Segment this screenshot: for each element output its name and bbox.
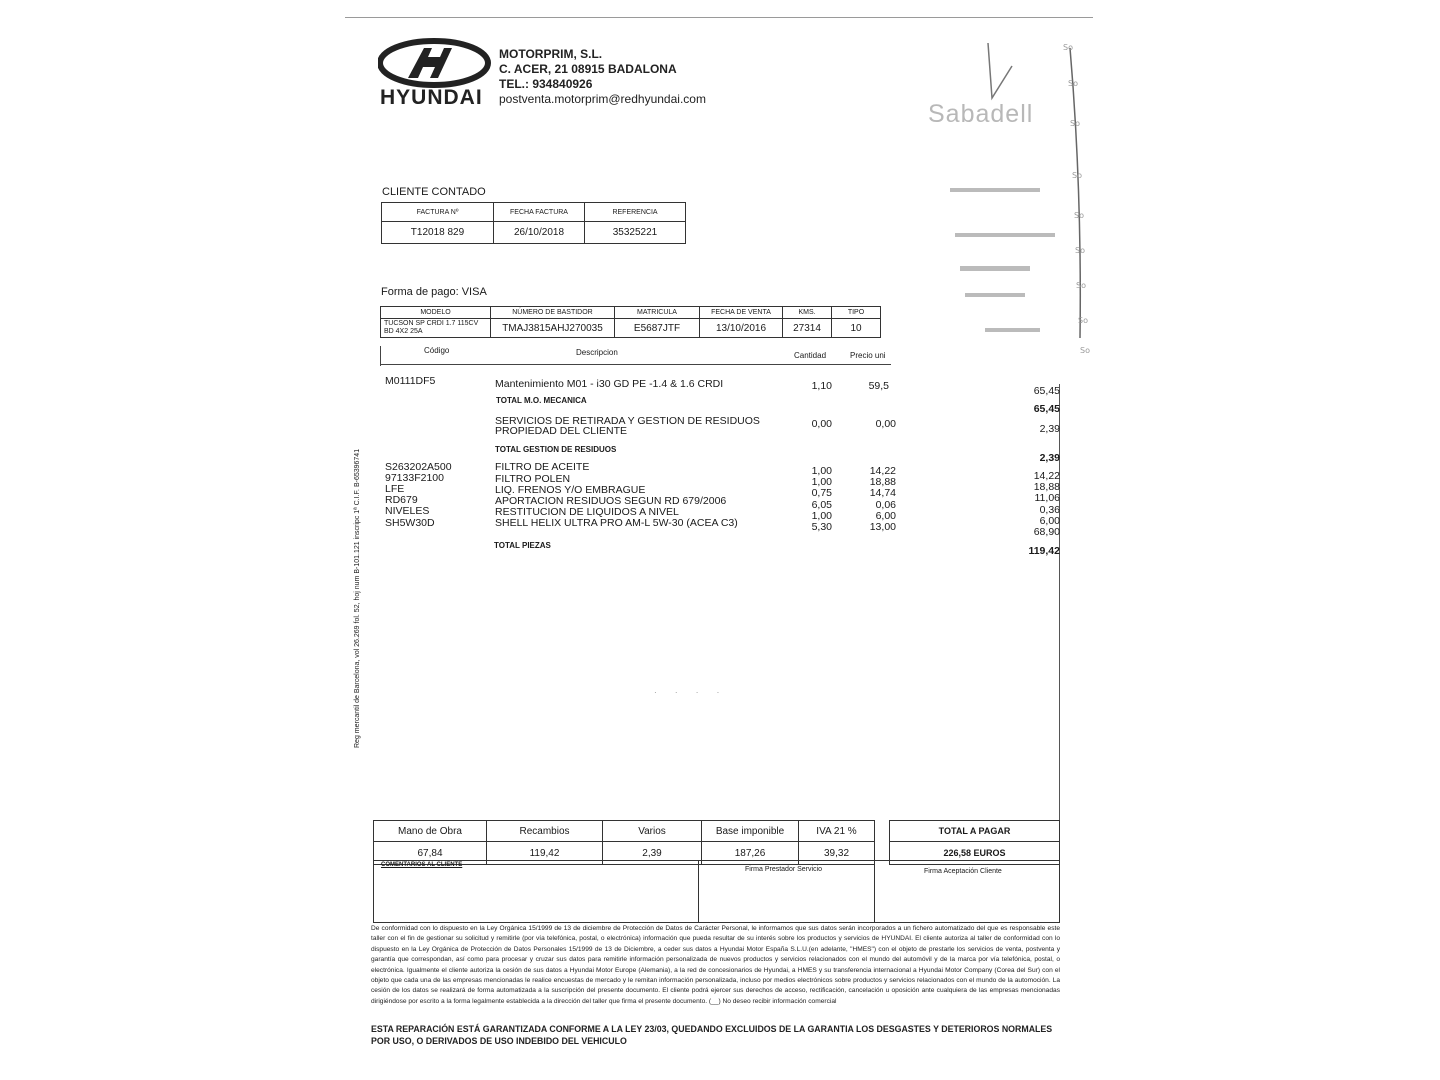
- parts-total-label: TOTAL PIEZAS: [494, 541, 551, 550]
- misc-subtotal: 2,39: [603, 842, 702, 865]
- part-description: SHELL HELIX ULTRA PRO AM-L 5W-30 (ACEA C3): [495, 517, 738, 529]
- label-misc: Varios: [603, 821, 702, 842]
- label-tax-base: Base imponible: [702, 821, 799, 842]
- part-amount: 68,90: [1033, 526, 1060, 538]
- labor-description: Mantenimiento M01 - i30 GD PE -1.4 & 1.6 CRDI: [495, 378, 724, 390]
- labor-amount: 65,45: [1033, 385, 1060, 397]
- label-plate: MATRICULA: [615, 307, 700, 319]
- col-description: Descripcion: [576, 348, 618, 357]
- part-amount: 14,22: [1033, 470, 1060, 482]
- label-parts: Recambios: [487, 821, 603, 842]
- part-quantity: 1,00: [811, 476, 832, 488]
- parts-subtotal: 119,42: [487, 842, 603, 865]
- vehicle-model: TUCSON SP CRDI 1.7 115CV BD 4X2 25A: [381, 319, 491, 338]
- signature-divider: [874, 860, 875, 923]
- svg-text:So: So: [1075, 246, 1085, 255]
- svg-text:So: So: [1063, 43, 1073, 52]
- vehicle-table: [380, 306, 881, 338]
- dealer-name: MOTORPRIM, S.L.: [499, 47, 603, 61]
- label-reference: REFERENCIA: [585, 203, 686, 222]
- page-top-edge: [345, 17, 1093, 18]
- registry-note-text: Reg mercantil de Barcelona, vol 26.269 fol. 52, hoj num B-101.121 inscripc 1ª C.I.F. B-65396741: [354, 448, 361, 748]
- svg-text:So: So: [1080, 346, 1090, 355]
- customer-label: CLIENTE CONTADO: [382, 186, 486, 198]
- stamp-text: Sabadell: [928, 100, 1034, 128]
- reference: 35325221: [585, 222, 686, 244]
- part-code: 97133F2100: [385, 472, 444, 484]
- label-model: MODELO: [381, 307, 491, 319]
- data-protection-notice: De conformidad con lo dispuesto en la Ley Orgánica 15/1999 de 13 de diciembre de Protección de Datos de Carácter Personal, le informamos que sus datos serán incorporados a un fichero automatizado del que es responsable este taller con el fin de gestionar su solicitud y remitirle (por vía telefónica, postal, o electrónica) información que pueda resultar de su interés sobre los productos y servicios de HYUNDAI. El cliente autoriza al taller de conformidad con lo dispuesto en la Ley Orgánica de Protección de Datos Personales 15/1999 de 13 de Diciembre, a ceder sus datos a Hyundai Motor España S.L.U.(en adelante, "HMES") con el objeto de prestarle los servicios de venta, postventa y garantía que correspondan, así como para procesar y cruzar sus datos para remitirle información personalizada de nuevos productos y servicios relacionados con el mundo del automóvil y de la marca por vía telefónica, postal, o electrónica. Igualmente el cliente autoriza la cesión de sus datos a Hyundai Motor Europe (Alemania), a la red de concesionarios de Hyundai, a HMES y su transferencia internacional a Hyundai Motor Company (Corea del Sur) con el objeto que cada una de las empresas mencionadas le realice encuestas de mercado y le remitan información personalizada, incluso por medios electrónicos sobre productos y servicios relacionados con el mundo de la automoción. La cesión de los datos se realizará de forma automatizada a la suscripción del presente documento. El cliente podrá ejercer sus derechos de acceso, rectificación, cancelación u oposición ante cualquiera de las empresas mencionadas dirigiéndose por escrito a la forma legalmente establecida a la dirección del taller que firma el presente documento. (__) No deseo recibir información comercial: [371, 925, 1060, 1005]
- vehicle-plate: E5687JTF: [615, 319, 700, 338]
- svg-text:So: So: [1074, 211, 1084, 220]
- part-description: LIQ. FRENOS Y/O EMBRAGUE: [495, 484, 646, 496]
- part-quantity: 6,05: [811, 499, 832, 511]
- labor-total: 65,45: [1033, 403, 1060, 415]
- label-kms: KMS.: [783, 307, 832, 319]
- part-quantity: 1,00: [811, 465, 832, 477]
- invoice-header-table: [381, 202, 686, 244]
- part-code: LFE: [385, 483, 405, 495]
- label-vat: IVA 21 %: [799, 821, 875, 842]
- header-separator: [380, 364, 891, 365]
- vat-amount: 39,32: [799, 842, 875, 865]
- signature-divider: [698, 860, 699, 923]
- tax-base: 187,26: [702, 842, 799, 865]
- dealer-info: [499, 47, 706, 107]
- dealer-phone: TEL.: 934840926: [499, 77, 593, 91]
- waste-description-1: SERVICIOS DE RETIRADA Y GESTION DE RESIDUOS: [495, 415, 760, 427]
- summary-gap: [875, 821, 890, 842]
- provider-signature-label: Firma Prestador Servicio: [745, 866, 823, 873]
- registry-note: [352, 420, 372, 750]
- part-amount: 11,06: [1034, 492, 1060, 504]
- waste-total: 2,39: [1039, 452, 1060, 464]
- vehicle-type: 10: [832, 319, 881, 338]
- svg-text:So: So: [1068, 79, 1078, 88]
- part-code: SH5W30D: [385, 517, 435, 529]
- labor-price: 59,5: [868, 380, 889, 392]
- svg-text:So: So: [1078, 316, 1088, 325]
- part-quantity: 0,75: [811, 487, 832, 499]
- waste-total-label: TOTAL GESTION DE RESIDUOS: [495, 445, 617, 454]
- col-unit-price: Precio uni: [850, 351, 886, 360]
- labor-code: M0111DF5: [385, 375, 436, 387]
- part-description: APORTACION RESIDUOS SEGUN RD 679/2006: [495, 495, 727, 507]
- header-left-border: [380, 346, 381, 366]
- dealer-address: C. ACER, 21 08915 BADALONA: [499, 62, 677, 76]
- part-description: FILTRO POLEN: [495, 473, 571, 485]
- label-vin: NÚMERO DE BASTIDOR: [491, 307, 615, 319]
- invoice-date: 26/10/2018: [494, 222, 585, 244]
- vehicle-kms: 27314: [783, 319, 832, 338]
- total-due: 226,58 EUROS: [890, 842, 1060, 865]
- label-total-due: TOTAL A PAGAR: [890, 821, 1060, 842]
- part-description: RESTITUCION DE LIQUIDOS A NIVEL: [495, 506, 679, 518]
- part-price: 14,22: [869, 465, 896, 477]
- payment-method: Forma de pago: VISA: [381, 286, 487, 298]
- amount-column-border: [1059, 384, 1060, 821]
- vehicle-sale-date: 13/10/2016: [700, 319, 783, 338]
- bank-stamp: [910, 38, 1100, 358]
- part-amount: 6,00: [1039, 515, 1060, 527]
- labor-total-label: TOTAL M.O. MECANICA: [496, 396, 587, 405]
- waste-amount: 2,39: [1039, 423, 1060, 435]
- scan-noise: · · · ·: [654, 688, 728, 697]
- labor-quantity: 1,10: [811, 380, 832, 392]
- part-price: 6,00: [875, 510, 896, 522]
- svg-text:So: So: [1076, 281, 1086, 290]
- client-signature-label: Firma Aceptación Cliente: [924, 868, 1002, 875]
- col-code: Código: [424, 346, 450, 355]
- part-price: 0,06: [875, 499, 896, 511]
- svg-text:So: So: [1072, 171, 1082, 180]
- comments-label: COMENTARIOS AL CLIENTE: [381, 862, 463, 868]
- part-code: RD679: [385, 494, 418, 506]
- parts-total: 119,42: [1028, 545, 1060, 557]
- part-price: 14,74: [869, 487, 896, 499]
- label-type: TIPO: [832, 307, 881, 319]
- part-amount: 18,88: [1033, 481, 1060, 493]
- part-code: S263202A500: [385, 461, 452, 473]
- part-quantity: 5,30: [811, 521, 832, 533]
- part-description: FILTRO DE ACEITE: [495, 461, 590, 473]
- part-amount: 0,36: [1039, 504, 1060, 516]
- part-quantity: 1,00: [811, 510, 832, 522]
- summary-table: [373, 820, 1060, 865]
- warranty-notice: ESTA REPARACIÓN ESTÁ GARANTIZADA CONFORME A LA LEY 23/03, QUEDANDO EXCLUIDOS DE LA GARANTIA LOS DESGASTES Y DETERIOROS NORMALES POR USO, O DERIVADOS DE USO INDEBIDO DEL VEHICULO: [371, 1024, 1053, 1046]
- brand-wordmark: HYUNDAI: [380, 86, 483, 109]
- waste-price: 0,00: [875, 418, 896, 430]
- invoice-number: T12018 829: [382, 222, 494, 244]
- part-price: 13,00: [869, 521, 896, 533]
- waste-description-2: PROPIEDAD DEL CLIENTE: [495, 425, 628, 437]
- vehicle-vin: TMAJ3815AHJ270035: [491, 319, 615, 338]
- col-quantity: Cantidad: [794, 351, 827, 360]
- label-invoice-number: FACTURA Nº: [382, 203, 494, 222]
- part-code: NIVELES: [385, 505, 430, 517]
- waste-quantity: 0,00: [811, 418, 832, 430]
- labor-subtotal: 67,84: [374, 842, 487, 865]
- svg-text:So: So: [1070, 119, 1080, 128]
- dealer-email: postventa.motorprim@redhyundai.com: [499, 92, 706, 106]
- label-labor: Mano de Obra: [374, 821, 487, 842]
- label-invoice-date: FECHA FACTURA: [494, 203, 585, 222]
- label-sale-date: FECHA DE VENTA: [700, 307, 783, 319]
- part-price: 18,88: [869, 476, 896, 488]
